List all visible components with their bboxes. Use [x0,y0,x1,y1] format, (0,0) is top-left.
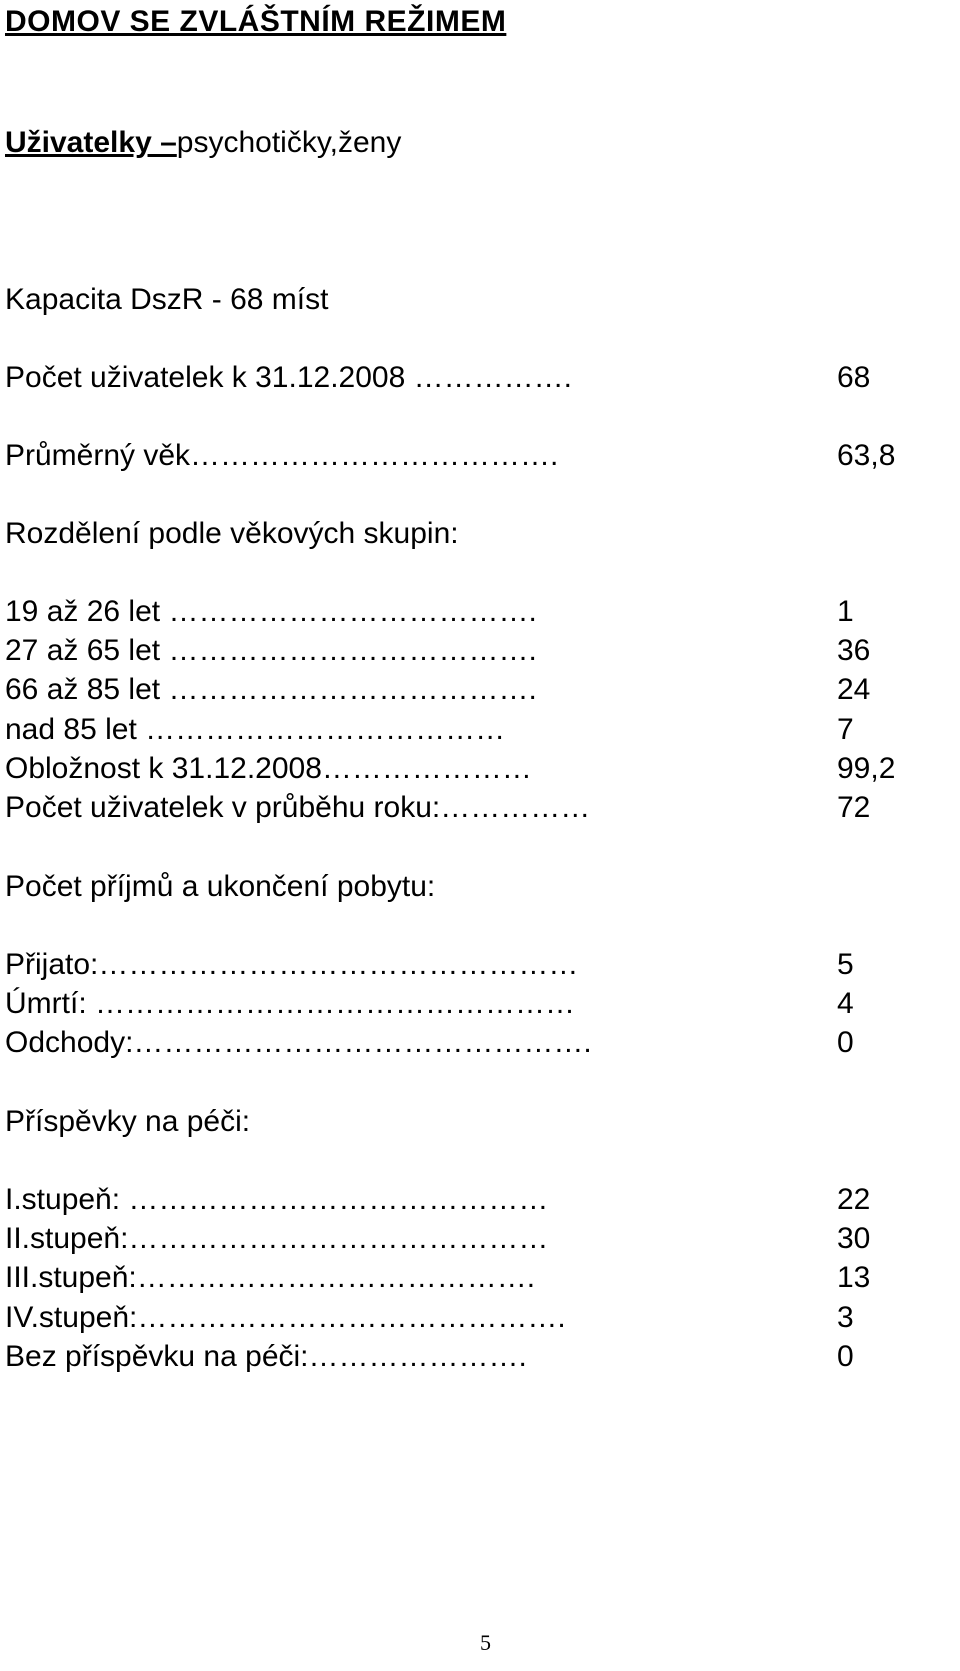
care-label: II.stupeň:…………………………………… [5,1222,549,1255]
age-label: 19 až 26 let ………………………………. [5,595,537,628]
care-label: Bez příspěvku na péči:…………………. [5,1340,527,1373]
stat-value: 63,8 [837,439,896,472]
care-value: 3 [837,1301,854,1334]
stat-label: Průměrný věk………………………………. [5,439,559,472]
age-value: 36 [837,634,871,667]
care-value: 13 [837,1261,871,1294]
admission-value: 4 [837,987,854,1020]
age-label: 27 až 65 let ………………………………. [5,634,537,667]
age-value: 1 [837,595,854,628]
admission-label: Úmrtí: ………………………………………… [5,987,575,1020]
page-number: 5 [480,1630,491,1655]
care-value: 0 [837,1340,854,1373]
admission-label: Přijato:………………………………………… [5,948,579,981]
page-title: DOMOV SE ZVLÁŠTNÍM REŽIMEM [5,5,507,38]
care-value: 22 [837,1183,871,1216]
admission-value: 5 [837,948,854,981]
age-label: nad 85 let ……………………………… [5,713,506,746]
subtitle-rest: psychotičky,ženy [176,126,402,159]
care-label: I.stupeň: …………………………………… [5,1183,549,1216]
users-during-year-label: Počet uživatelek v průběhu roku:…………… [5,791,591,824]
care-heading: Příspěvky na péči: [5,1105,251,1138]
users-during-year-value: 72 [837,791,871,824]
subtitle-bold: Uživatelky – [5,126,177,159]
care-label: IV.stupeň:……………………………………. [5,1301,566,1334]
stat-value: 68 [837,361,871,394]
age-heading: Rozdělení podle věkových skupin: [5,517,459,550]
occupancy-label: Obložnost k 31.12.2008………………… [5,752,532,785]
age-value: 24 [837,673,871,706]
care-label: III.stupeň:…………………………………. [5,1261,536,1294]
care-value: 30 [837,1222,871,1255]
admission-value: 0 [837,1026,854,1059]
occupancy-value: 99,2 [837,752,896,785]
admission-label: Odchody:………………………………………. [5,1026,592,1059]
age-label: 66 až 85 let ………………………………. [5,673,537,706]
capacity-text: Kapacita DszR - 68 míst [5,283,329,316]
admissions-heading: Počet příjmů a ukončení pobytu: [5,870,436,903]
stat-label: Počet uživatelek k 31.12.2008 ……………. [5,361,572,394]
subtitle [5,128,401,158]
age-value: 7 [837,713,854,746]
